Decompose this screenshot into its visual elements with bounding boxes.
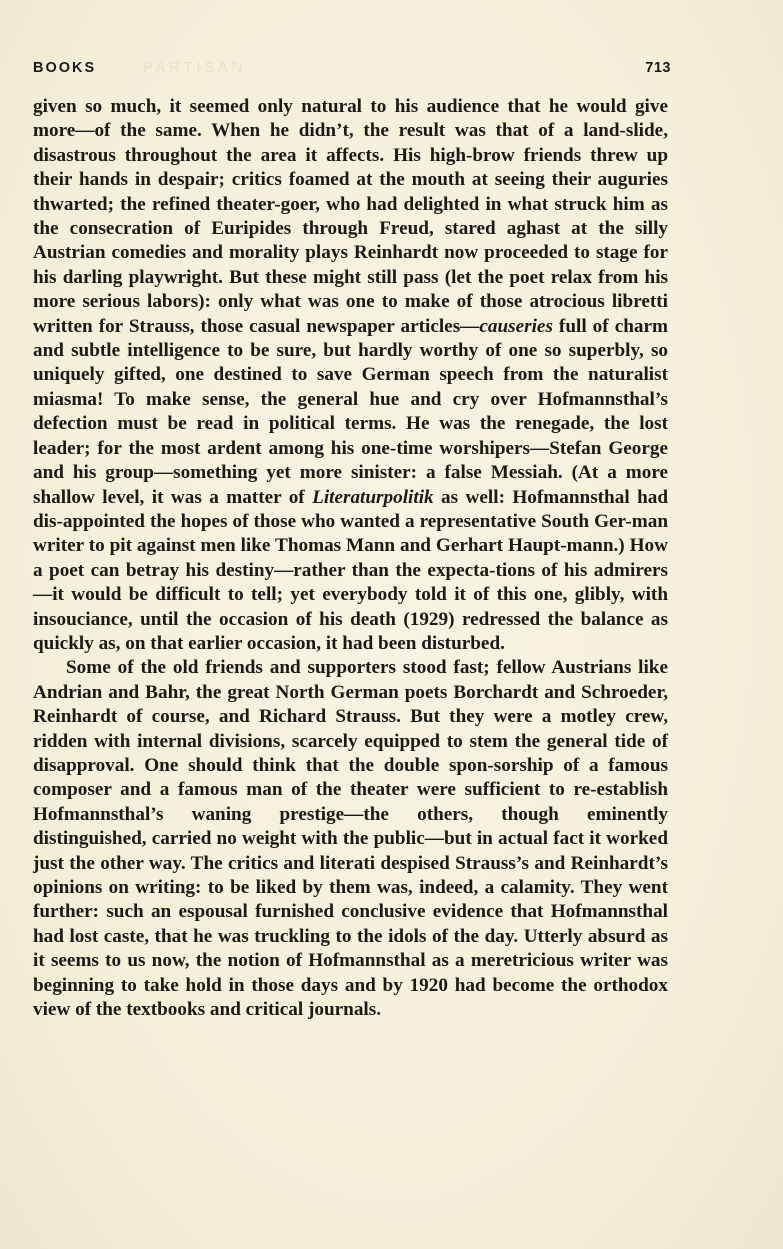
body-text [33,95,668,1022]
text-span: full of charm and subtle intelligence to be sure, but hardly worthy of one so superbly, so uniquely gifted, one destined to save German speech from the naturalist miasma! To make sense, the general hue and cry over Hofmannsthal’s defection must be read in political terms. He was the renegade, the lost leader; for the most ardent among his one-time worshipers—Stefan George and his group—something yet more sinister: a false Messiah. (At a more shallow level, it was a matter of [33,315,668,508]
text-span: given so much, it seemed only natural to his audience that he would give more—of the same. When he didn’t, the result was that of a land-slide, disastrous throughout the area it affects. His high-brow friends threw up their hands in despair; critics foamed at the mouth at seeing their auguries thwarted; the refined theater-goer, who had delighted in what struck him as the consecration of Euripides through Freud, stared aghast at the silly Austrian comedies and morality plays Reinhardt now proceeded to stage for his darling playwright. But these might still pass (let the poet relax from his more serious labors): only what was one to make of those atrocious libretti written for Strauss, those casual newspaper articles— [33,96,668,337]
paragraph [33,656,668,1022]
italic-term-literaturpolitik: Literaturpolitik [312,486,434,508]
italic-term-causeries: causeries [479,315,553,337]
running-head [33,60,671,84]
page-number: 713 [645,60,671,76]
text-span: Some of the old friends and supporters stood fast; fellow Austrians like Andrian and Bahr, the great North German poets Borchardt and Schroeder, Reinhardt of course, and Richard Strauss. But they were a motley crew, ridden with internal divisions, scarcely equipped to stem the general tide of disapproval. One should think that the double spon-sorship of a famous composer and a famous man of the theater were sufficient to re-establish Hofmannsthal’s waning prestige—the others, though eminently distinguished, carried no weight with the public—but in actual fact it worked just the other way. The critics and literati despised Strauss’s and Reinhardt’s opinions on writing: to be liked by them was, indeed, a calamity. They went further: such an espousal furnished conclusive evidence that Hofmannsthal had lost caste, that he was truckling to the idols of the day. Utterly absurd as it seems to us now, the notion of Hofmannsthal as a meretricious writer was beginning to take hold in those days and by 1920 had become the orthodox view of the textbooks and critical journals. [33,657,668,1021]
paragraph-continued [33,95,668,656]
section-title: BOOKS [33,60,97,76]
text-span: as well: Hofmannsthal had dis-appointed the hopes of those who wanted a representative South Ger-man writer to pit against men like Thomas Mann and Gerhart Haupt-mann.) How a poet can betray his destiny—rather than the expecta-tions of his admirers—it would be difficult to tell; yet everybody told it of this one, glibly, with insouciance, until the occasion of his death (1929) redressed the balance as quickly as, on that earlier occasion, it had been disturbed. [33,486,669,654]
show-through-text: PARTISAN [143,60,247,76]
